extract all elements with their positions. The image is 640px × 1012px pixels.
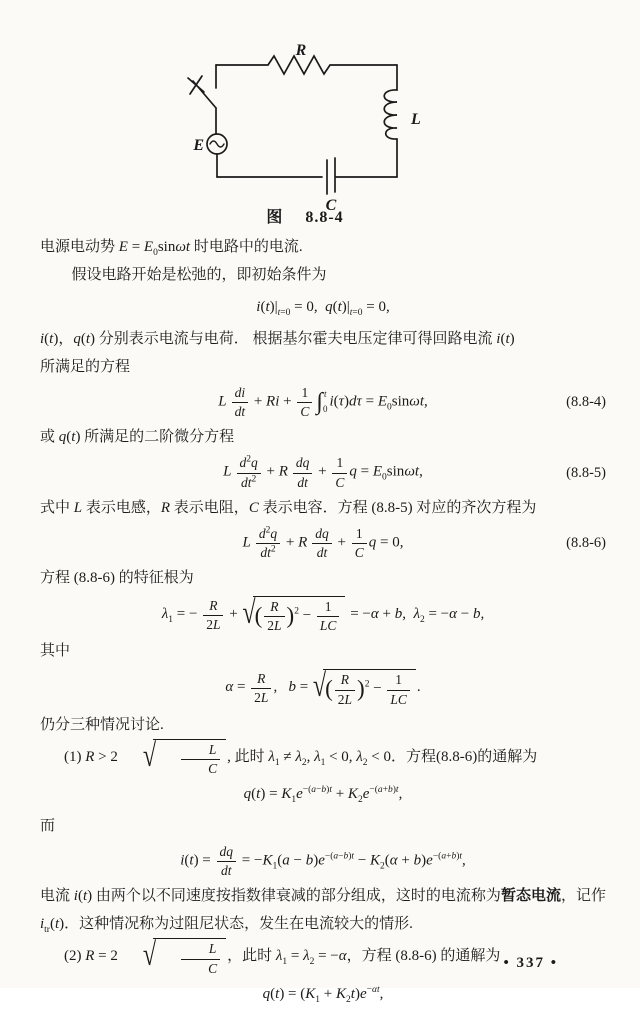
paragraph-transient: 电流 i(t) 由两个以不同速度按指数律衰减的部分组成，这时的电流称为暂态电流，记作 $i_{tr}(t)$．这种情况称为过阻尼状态，发生在电流较大的情形.	[40, 888, 606, 936]
capacitor-symbol	[217, 158, 397, 194]
resistor-symbol	[216, 56, 397, 74]
equation-q-case2: $q(t) = (K_1 + K_2t)e^{-\alpha t}$,	[262, 984, 384, 1005]
paragraph-three-cases: 仍分三种情况讨论.	[40, 716, 164, 733]
paragraph-kirchhoff: i(t)，q(t) 分别表示电流与电荷． 根据基尔霍夫电压定律可得回路电流 i(t)	[40, 331, 515, 347]
paragraph-characteristic-roots: 方程 (8.8-6) 的特征根为	[40, 570, 194, 587]
circuit-diagram	[0, 0, 640, 232]
figure-caption-number: 8.8-4	[305, 209, 344, 226]
equation-tag: (8.8-4)	[566, 394, 606, 411]
equation-alpha-b: α = $\frac{R}{2L}$ , b = √ ( $\frac{R}{2L}$ )$^2$ − $\frac{1}{LC}$ .	[40, 669, 606, 706]
equation-initial-conditions: $i(t)|_{t=0} = 0$, $q(t)|_{t=0} = 0$,	[256, 299, 390, 318]
page-body	[40, 233, 606, 1012]
figure-caption	[0, 204, 610, 227]
paragraph-lrc-meaning: 式中 L 表示电感，R 表示电阻，C 表示电容．方程 (8.8-5) 对应的齐次方程为	[40, 499, 537, 516]
paragraph-and: 而	[40, 818, 56, 835]
equation-tag: (8.8-6)	[566, 534, 606, 551]
paragraph-kirchhoff-cont: 所满足的方程	[40, 359, 131, 375]
equation-884: L $\frac{di}{dt}$ + Ri + $\frac{1}{C}$ ∫ t 0 $i(\tau)d\tau = E_0\sin\omega t$, (8.8-4)	[218, 385, 606, 420]
inductor-symbol	[384, 65, 397, 177]
figure-caption-prefix: 图	[266, 209, 284, 226]
capacitor-label: C	[325, 197, 337, 214]
equation-lambda: $\lambda_1$ = − $\frac{R}{2L}$ + √ ( $\frac{R}{2L}$ )$^2$ − $\frac{1}{LC}$ = −α + b, $\lambda_2 = -\alpha - b$,	[40, 596, 606, 633]
circuit-figure	[0, 0, 640, 232]
equation-i-case1: i(t) = $\frac{dq}{dt}$ = $-K_1(a - b)e^{-(a-b)t} - K_2(\alpha + b)e^{-(a+b)t}$,	[180, 844, 466, 879]
paragraph-case1: (1) R > 2 √ $\frac{L}{C}$ , 此时 $\lambda_1 \ne \lambda_2$, $\lambda_1 < 0$, $\lambda_2 < 0$．方程(8.8-6)的通解为	[40, 739, 606, 776]
page-number: • 337 •	[503, 955, 558, 971]
equation-q-case1: $q(t) = K_1e^{-(a-b)t} + K_2e^{-(a+b)t}$,	[243, 785, 403, 806]
inductor-label: L	[411, 111, 421, 128]
resistor-label: R	[295, 42, 307, 59]
paragraph-where: 其中	[40, 643, 71, 660]
paragraph-assumption: 假设电路开始是松弛的，即初始条件为	[71, 267, 327, 283]
sine-wave-icon	[210, 141, 224, 147]
paragraph-second-order: 或 q(t) 所满足的二阶微分方程	[40, 429, 235, 446]
equation-885: L $\frac{d^2q}{dt^2}$ + R $\frac{dq}{dt}$ + $\frac{1}{C}$ $q = E_0\sin\omega t$, (8.8-5)	[223, 454, 606, 490]
source-label: E	[193, 137, 204, 154]
paragraph-intro: 电源电动势 $E = E_0\sin\omega t$ 时电路中的电流.	[40, 239, 303, 258]
equation-886: L $\frac{d^2q}{dt^2}$ + R $\frac{dq}{dt}$ + $\frac{1}{C}$ q = 0, (8.8-6)	[242, 525, 606, 560]
equation-tag: (8.8-5)	[566, 464, 606, 481]
paragraph-case2: (2) R = 2 √ $\frac{L}{C}$ ，此时 $\lambda_1 = \lambda_2 = -\alpha$，方程 (8.8-6) 的通解为	[40, 938, 606, 975]
switch-symbol	[188, 65, 216, 108]
